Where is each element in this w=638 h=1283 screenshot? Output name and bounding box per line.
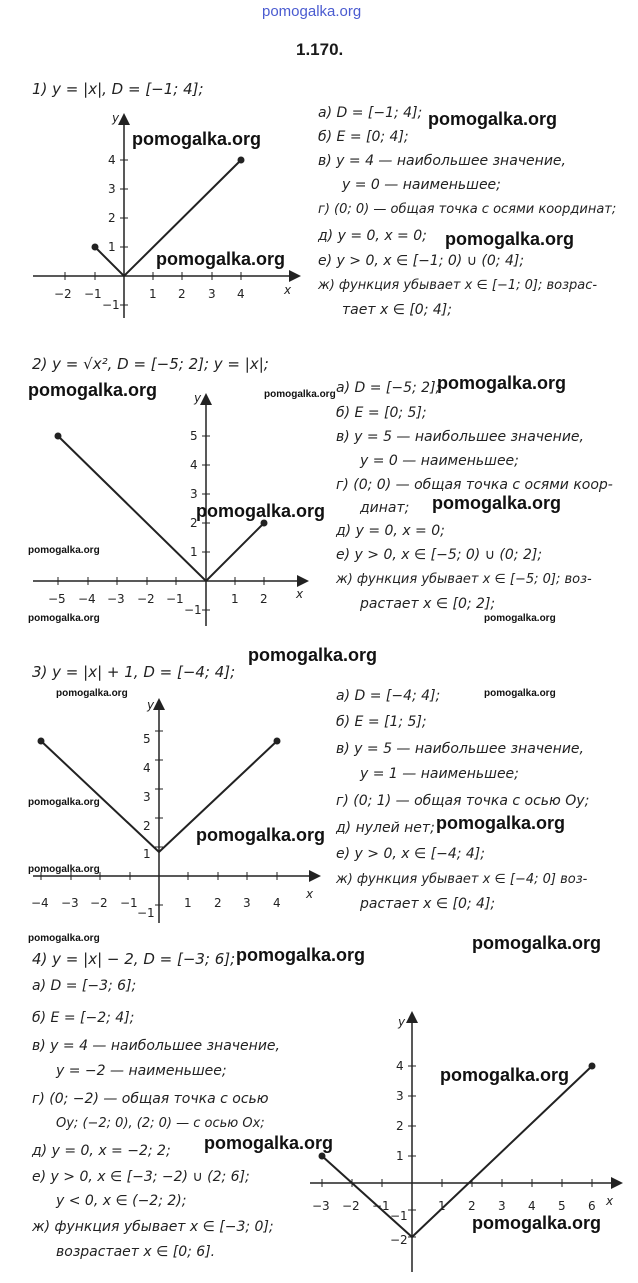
watermark: pomogalka.org <box>436 813 566 833</box>
watermark: pomogalka.org <box>28 933 100 944</box>
watermark: pomogalka.org <box>248 645 378 665</box>
ytick: −1 <box>184 603 202 617</box>
xtick: −1 <box>372 1199 390 1213</box>
xtick: 5 <box>558 1199 566 1213</box>
s4-line-g: г) (0; −2) — общая точка с осью <box>32 1091 269 1107</box>
s3-line-zh2: растает x ∈ [0; 4]; <box>360 896 496 912</box>
ytick: −1 <box>137 906 155 920</box>
s1-header: 1) y = |x|, D = [−1; 4]; <box>32 80 204 98</box>
ytick: 4 <box>396 1059 404 1073</box>
axis-y-label: y <box>398 1015 406 1029</box>
s3-line-zh: ж) функция убывает x ∈ [−4; 0] воз- <box>336 872 588 887</box>
ytick: −2 <box>390 1233 408 1247</box>
xtick: −2 <box>342 1199 360 1213</box>
xtick: 1 <box>184 896 192 910</box>
xtick: 4 <box>273 896 281 910</box>
watermark: pomogalka.org <box>28 380 158 400</box>
ytick: −1 <box>390 1209 408 1223</box>
s4-line-v: в) y = 4 — наибольшее значение, <box>32 1038 280 1054</box>
xtick: 2 <box>468 1199 476 1213</box>
s4-line-g2: Oy; (−2; 0), (2; 0) — с осью Ox; <box>56 1116 265 1131</box>
xtick: 2 <box>214 896 222 910</box>
ytick: 4 <box>143 761 151 775</box>
endpoint <box>55 433 62 440</box>
ytick: 2 <box>190 516 198 530</box>
ytick: 2 <box>108 211 116 225</box>
endpoint <box>274 738 281 745</box>
xtick: 4 <box>237 287 245 301</box>
s2-header: 2) y = √x², D = [−5; 2]; y = |x|; <box>32 355 269 373</box>
watermark: pomogalka.org <box>432 493 562 513</box>
ytick: 4 <box>108 153 116 167</box>
xtick: 2 <box>178 287 186 301</box>
s1-line-a: а) D = [−1; 4]; <box>318 105 423 121</box>
watermark: pomogalka.org <box>196 501 326 521</box>
s3-header: 3) y = |x| + 1, D = [−4; 4]; <box>32 663 236 681</box>
axis-x-label: x <box>284 283 292 297</box>
xtick: −1 <box>166 592 184 606</box>
axis-y-label: y <box>147 698 155 712</box>
s1-line-d: д) y = 0, x = 0; <box>318 228 427 244</box>
s1-line-zh2: тает x ∈ [0; 4]; <box>342 302 452 318</box>
s1-line-zh: ж) функция убывает x ∈ [−1; 0]; возрас- <box>318 278 598 293</box>
watermark: pomogalka.org <box>196 825 326 845</box>
function-curve <box>322 1066 592 1237</box>
xtick: −4 <box>78 592 96 606</box>
graph-3 <box>28 695 338 935</box>
xtick: 1 <box>149 287 157 301</box>
s2-line-g2: динат; <box>360 500 410 516</box>
xtick: 4 <box>528 1199 536 1213</box>
s3-line-a: а) D = [−4; 4]; <box>336 688 441 704</box>
s2-line-g: г) (0; 0) — общая точка с осями коор- <box>336 477 613 493</box>
endpoint <box>92 244 99 251</box>
xtick: 2 <box>260 592 268 606</box>
watermark: pomogalka.org <box>132 129 262 149</box>
ytick: 1 <box>143 847 151 861</box>
s4-header: 4) y = |x| − 2, D = [−3; 6]; <box>32 950 236 968</box>
endpoint <box>238 157 245 164</box>
s3-line-e: е) y > 0, x ∈ [−4; 4]; <box>336 846 485 862</box>
watermark: pomogalka.org <box>56 688 128 699</box>
s4-line-zh2: возрастает x ∈ [0; 6]. <box>56 1244 216 1260</box>
ytick: 2 <box>143 819 151 833</box>
watermark: pomogalka.org <box>472 933 602 953</box>
s3-line-g: г) (0; 1) — общая точка с осью Oy; <box>336 793 590 809</box>
watermark: pomogalka.org <box>28 545 100 556</box>
xtick: −2 <box>90 896 108 910</box>
s2-line-zh: ж) функция убывает x ∈ [−5; 0]; воз- <box>336 572 592 587</box>
s2-line-zh2: растает x ∈ [0; 2]; <box>360 596 496 612</box>
ytick: 1 <box>396 1149 404 1163</box>
s2-line-e: е) y > 0, x ∈ [−5; 0) ∪ (0; 2]; <box>336 547 543 563</box>
xtick: −3 <box>107 592 125 606</box>
xtick: −4 <box>31 896 49 910</box>
xtick: 3 <box>208 287 216 301</box>
watermark: pomogalka.org <box>236 945 366 965</box>
s3-line-b: б) E = [1; 5]; <box>336 714 427 730</box>
xtick: 3 <box>243 896 251 910</box>
xtick: 1 <box>231 592 239 606</box>
watermark: pomogalka.org <box>428 109 558 129</box>
watermark: pomogalka.org <box>28 864 100 875</box>
watermark: pomogalka.org <box>28 797 100 808</box>
xtick: −1 <box>84 287 102 301</box>
s4-line-e: е) y > 0, x ∈ [−3; −2) ∪ (2; 6]; <box>32 1169 250 1185</box>
watermark: pomogalka.org <box>437 373 567 393</box>
xtick: −2 <box>54 287 72 301</box>
ytick: 5 <box>190 429 198 443</box>
endpoint <box>589 1063 596 1070</box>
watermark: pomogalka.org <box>484 613 556 624</box>
problem-number: 1.170. <box>296 40 344 59</box>
ytick: 3 <box>396 1089 404 1103</box>
watermark: pomogalka.org <box>28 613 100 624</box>
s1-line-v2: y = 0 — наименьшее; <box>342 177 501 193</box>
xtick: −2 <box>137 592 155 606</box>
watermark: pomogalka.org <box>484 688 556 699</box>
s1-line-g: г) (0; 0) — общая точка с осями координат; <box>318 202 617 217</box>
s1-line-e: е) y > 0, x ∈ [−1; 0) ∪ (0; 4]; <box>318 253 525 269</box>
ytick: −1 <box>102 298 120 312</box>
ytick: 4 <box>190 458 198 472</box>
axis-x-label: x <box>296 587 304 601</box>
s4-line-e2: y < 0, x ∈ (−2; 2); <box>56 1193 187 1209</box>
s4-line-v2: y = −2 — наименьшее; <box>56 1063 227 1079</box>
s4-line-b: б) E = [−2; 4]; <box>32 1010 135 1026</box>
watermark: pomogalka.org <box>472 1213 602 1233</box>
s4-line-d: д) y = 0, x = −2; 2; <box>32 1143 171 1159</box>
s1-line-b: б) E = [0; 4]; <box>318 129 409 145</box>
watermark: pomogalka.org <box>264 389 336 400</box>
s4-line-zh: ж) функция убывает x ∈ [−3; 0]; <box>32 1219 274 1235</box>
s2-line-v2: y = 0 — наименьшее; <box>360 453 519 469</box>
xtick: 6 <box>588 1199 596 1213</box>
ytick: 5 <box>143 732 151 746</box>
ytick: 3 <box>108 182 116 196</box>
xtick: −3 <box>312 1199 330 1213</box>
s3-line-v2: y = 1 — наименьшее; <box>360 766 519 782</box>
watermark: pomogalka.org <box>204 1133 334 1153</box>
xtick: 3 <box>498 1199 506 1213</box>
xtick: −1 <box>120 896 138 910</box>
watermark: pomogalka.org <box>440 1065 570 1085</box>
s3-line-v: в) y = 5 — наибольшее значение, <box>336 741 584 757</box>
axis-x-label: x <box>606 1194 614 1208</box>
xtick: −5 <box>48 592 66 606</box>
s3-line-d: д) нулей нет; <box>336 820 435 836</box>
s2-line-d: д) y = 0, x = 0; <box>336 523 445 539</box>
axis-y-label: y <box>112 111 120 125</box>
ytick: 3 <box>143 790 151 804</box>
s1-line-v: в) y = 4 — наибольшее значение, <box>318 153 566 169</box>
s2-line-b: б) E = [0; 5]; <box>336 405 427 421</box>
top-watermark[interactable]: pomogalka.org <box>262 3 362 20</box>
graph-4 <box>308 1010 626 1280</box>
xtick: 1 <box>438 1199 446 1213</box>
ytick: 3 <box>190 487 198 501</box>
s4-line-a: а) D = [−3; 6]; <box>32 978 137 994</box>
axis-y-label: y <box>194 391 202 405</box>
watermark: pomogalka.org <box>445 229 575 249</box>
s2-line-a: а) D = [−5; 2]; <box>336 380 441 396</box>
endpoint <box>38 738 45 745</box>
axis-x-label: x <box>306 887 314 901</box>
s2-line-v: в) y = 5 — наибольшее значение, <box>336 429 584 445</box>
ytick: 1 <box>190 545 198 559</box>
watermark: pomogalka.org <box>156 249 286 269</box>
xtick: −3 <box>61 896 79 910</box>
ytick: 2 <box>396 1119 404 1133</box>
ytick: 1 <box>108 240 116 254</box>
